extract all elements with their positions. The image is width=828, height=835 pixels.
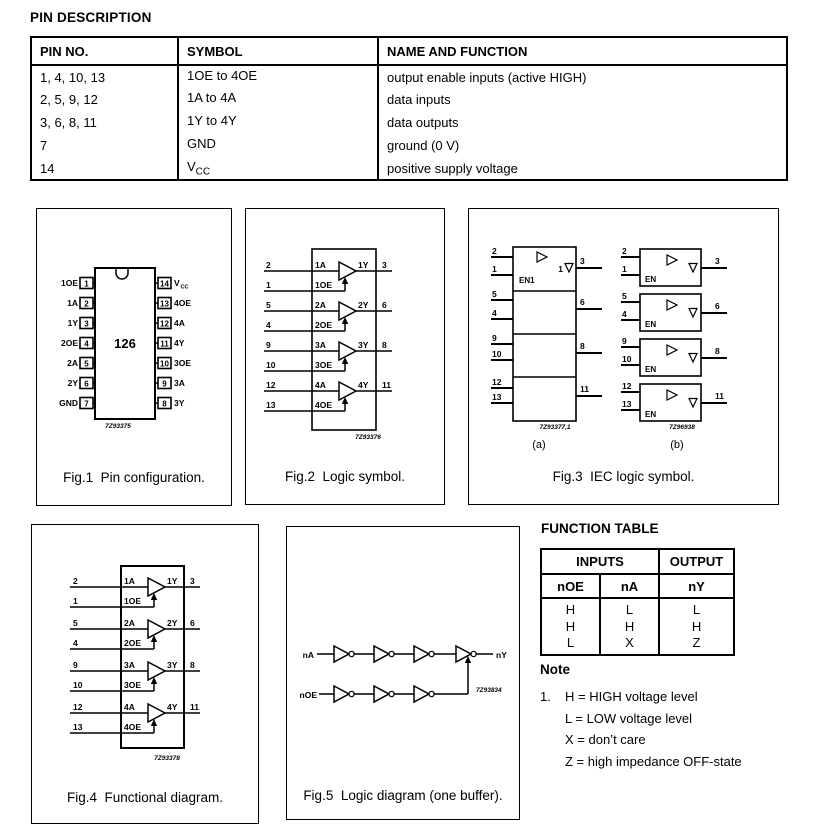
symbol-text: 1Y to 4Y <box>187 113 237 129</box>
pin-label: 4A <box>174 318 185 328</box>
pin-number: 1 <box>622 264 627 274</box>
en-label: EN1 <box>519 276 535 285</box>
en-label: EN <box>645 365 657 374</box>
pin-label: 3OE <box>174 358 192 368</box>
pin-number: 13 <box>160 299 169 309</box>
input-label: 4A <box>315 380 326 390</box>
enable-label: 1OE <box>124 596 142 606</box>
pin-number: 6 <box>84 379 89 389</box>
pin-row-right <box>155 278 188 291</box>
pin-number: 5 <box>266 300 271 310</box>
en-label: EN <box>645 410 657 419</box>
inverter-icon <box>374 646 389 662</box>
pin-numbers-cell: 3, 6, 8, 11 <box>31 111 178 134</box>
bubble-icon <box>389 691 394 696</box>
function-cell: data inputs <box>378 88 787 111</box>
pin-label: 3Y <box>174 398 185 408</box>
pin-number: 5 <box>73 618 78 628</box>
pin-number: 14 <box>160 279 169 289</box>
enable-label: 2OE <box>124 638 142 648</box>
enable-label: 2OE <box>315 320 333 330</box>
iec-combined-symbol <box>491 246 602 451</box>
enable-label: 4OE <box>124 722 142 732</box>
pin-row-right <box>155 318 185 329</box>
pin-number: 1 <box>84 279 89 289</box>
iec-single-symbol <box>621 246 727 286</box>
fig2-caption: Fig.2 Logic symbol. <box>284 469 406 484</box>
pin-label: 2OE <box>60 338 78 348</box>
output-header-cell: OUTPUT <box>659 549 734 574</box>
pin-number: 10 <box>160 359 169 369</box>
pin-row-left <box>68 378 95 389</box>
iec-section <box>491 377 602 403</box>
truth-value-cell: H <box>600 617 659 635</box>
buffer-triangle-icon <box>339 302 356 320</box>
bubble-icon <box>389 651 394 656</box>
inputs-header-cell: INPUTS <box>541 549 659 574</box>
iec-section <box>491 289 602 319</box>
pin-row-right <box>155 358 191 369</box>
symbol-text: 1OE to 4OE <box>187 67 258 83</box>
buffer-triangle-icon <box>148 578 165 596</box>
pin-number: 12 <box>160 319 169 329</box>
fig1-panel <box>36 208 232 506</box>
buffer-triangle-icon <box>148 620 165 638</box>
fig5-panel <box>286 526 520 820</box>
input-label: 4A <box>124 702 135 712</box>
function-table <box>540 548 735 656</box>
tristate-icon <box>565 264 573 273</box>
buffer-triangle-icon <box>339 382 356 400</box>
note-line: L = LOW voltage level <box>565 710 693 726</box>
truth-value-cell: H <box>541 598 600 617</box>
pin-label: 1OE <box>60 278 78 288</box>
pin-number: 1 <box>73 596 78 606</box>
pin-number: 11 <box>190 702 199 712</box>
truth-table-row <box>541 617 734 635</box>
bubble-icon <box>471 651 476 656</box>
symbol-cell <box>178 111 378 134</box>
buffer-group <box>264 380 392 411</box>
inverter-icon <box>334 646 349 662</box>
buffer-triangle-icon <box>148 662 165 680</box>
fig3-iec-diagram <box>469 209 777 459</box>
dip-notch-icon <box>116 269 128 279</box>
pin-number: 13 <box>492 392 502 402</box>
pin-number: 4 <box>492 308 497 318</box>
pin-number: 11 <box>382 380 391 390</box>
buffer-group <box>70 618 200 649</box>
fig5-logic-diagram <box>287 527 518 777</box>
pin-number: 1 <box>492 264 497 274</box>
pin-number: 9 <box>162 379 167 389</box>
tristate-icon <box>689 354 697 363</box>
inverter-icon <box>374 686 389 702</box>
truth-table-row <box>541 598 734 617</box>
pin-number: 12 <box>266 380 276 390</box>
pin-row-right <box>155 378 185 389</box>
pin-number: 13 <box>266 400 276 410</box>
pin-number: 6 <box>382 300 387 310</box>
fig5-caption: Fig.5 Logic diagram (one buffer). <box>303 788 503 803</box>
buffer-triangle-icon <box>339 342 356 360</box>
pin-number: 3 <box>84 319 89 329</box>
note-number: 1. <box>540 689 551 704</box>
pin-number: 12 <box>492 377 502 387</box>
pin-number: 6 <box>580 297 585 307</box>
pin-label: 3A <box>174 378 185 388</box>
symbol-text: GND <box>187 136 216 152</box>
figure-code: 7Z93377,1 <box>539 424 571 431</box>
symbol-header: SYMBOL <box>178 37 378 65</box>
pin-number: 8 <box>580 341 585 351</box>
bubble-icon <box>429 691 434 696</box>
amplifier-icon <box>667 390 677 400</box>
en-label: EN <box>645 320 657 329</box>
fig2-logic-symbol-diagram <box>246 209 443 459</box>
inverter-icon <box>414 646 429 662</box>
pin-number: 10 <box>266 360 276 370</box>
pin-label: 4Y <box>174 338 185 348</box>
pin-number: 3 <box>190 576 195 586</box>
bubble-icon <box>349 651 354 656</box>
symbol-cell <box>178 134 378 157</box>
pin-number: 6 <box>190 618 195 628</box>
function-cell: output enable inputs (active HIGH) <box>378 65 787 88</box>
pin-number: 12 <box>73 702 83 712</box>
pin-table-row <box>31 65 787 88</box>
pin-row-left <box>67 298 95 309</box>
pin-numbers-cell: 1, 4, 10, 13 <box>31 65 178 88</box>
amplifier-icon <box>537 252 547 262</box>
iec-single-symbol <box>621 336 727 376</box>
pin-label: 2Y <box>67 378 78 388</box>
input-label: 1A <box>124 576 135 586</box>
fig4-panel <box>31 524 259 824</box>
col-header-noe: nOE <box>541 574 600 598</box>
col-header-ny: nY <box>659 574 734 598</box>
pin-number: 5 <box>84 359 89 369</box>
pin-number: 10 <box>73 680 83 690</box>
pin-number: 2 <box>492 246 497 256</box>
output-label: 2Y <box>358 300 369 310</box>
pin-label: 1Y <box>67 318 78 328</box>
pin-number: 6 <box>715 301 720 311</box>
pin-label: 1A <box>67 298 78 308</box>
pin-numbers-cell: 7 <box>31 134 178 157</box>
pin-numbers-cell: 2, 5, 9, 12 <box>31 88 178 111</box>
pin-number: 11 <box>160 339 169 349</box>
iec-section <box>491 333 602 360</box>
pin-number: 5 <box>492 289 497 299</box>
output-label: 3Y <box>167 660 178 670</box>
fig3-panel <box>468 208 779 505</box>
enable-label: 4OE <box>315 400 333 410</box>
enable-label: 3OE <box>315 360 333 370</box>
truth-value-cell: L <box>600 598 659 617</box>
output-label: nY <box>496 650 507 660</box>
pin-label: 2A <box>67 358 78 368</box>
figure-code: 7Z93378 <box>154 755 180 762</box>
input-label: 2A <box>315 300 326 310</box>
pin-number: 4 <box>73 638 78 648</box>
pin-number: 11 <box>715 391 724 401</box>
inverter-icon <box>414 686 429 702</box>
bubble-icon <box>349 691 354 696</box>
output-label: 1Y <box>167 576 178 586</box>
truth-value-cell: H <box>659 617 734 635</box>
truth-value-cell: L <box>659 598 734 617</box>
input-label: 3A <box>315 340 326 350</box>
buffer-triangle-icon <box>148 704 165 722</box>
input-label: 2A <box>124 618 135 628</box>
pin-number: 8 <box>162 399 167 409</box>
part-b-label: (b) <box>670 439 684 451</box>
pin-number: 8 <box>190 660 195 670</box>
data-path <box>303 646 508 662</box>
buffer-triangle-icon <box>339 262 356 280</box>
buffer-group <box>70 702 200 733</box>
function-table-column-header-row <box>541 574 734 598</box>
part-a-label: (a) <box>532 439 546 451</box>
pin-number: 11 <box>580 384 589 394</box>
pin-number: 2 <box>266 260 271 270</box>
pin-number: 10 <box>492 349 502 359</box>
truth-value-cell: X <box>600 635 659 655</box>
note-title: Note <box>540 662 570 677</box>
fig4-caption: Fig.4 Functional diagram. <box>66 790 224 805</box>
enable-path <box>300 656 503 702</box>
symbol-text: 1A to 4A <box>187 90 237 106</box>
pin-number: 9 <box>266 340 271 350</box>
enable-label: 3OE <box>124 680 142 690</box>
pin-no-header: PIN NO. <box>31 37 178 65</box>
input-label: nA <box>302 650 314 660</box>
pin-number: 9 <box>73 660 78 670</box>
output-label: 4Y <box>167 702 178 712</box>
fig4-functional-diagram <box>32 525 257 780</box>
truth-value-cell: L <box>541 635 600 655</box>
output-label: 4Y <box>358 380 369 390</box>
pin-number: 2 <box>622 246 627 256</box>
truth-value-cell: Z <box>659 635 734 655</box>
pin-number: 9 <box>622 336 627 346</box>
input-label: 1A <box>315 260 326 270</box>
input-label: 3A <box>124 660 135 670</box>
col-header-na: nA <box>600 574 659 598</box>
output-label: 1Y <box>358 260 369 270</box>
pin-row-left <box>61 278 95 289</box>
enable-label: nOE <box>299 690 317 700</box>
pin-numbers-cell: 14 <box>31 157 178 180</box>
pin-label: 4OE <box>174 298 192 308</box>
tristate-icon <box>689 309 697 318</box>
pin-number: 2 <box>73 576 78 586</box>
pin-number: 8 <box>382 340 387 350</box>
pin-row-left <box>67 358 95 369</box>
pin-label: V <box>174 278 180 288</box>
iec-section <box>491 246 602 275</box>
symbol-cell <box>178 65 378 88</box>
pin-label-subscript: CC <box>180 284 189 291</box>
symbol-cell <box>178 88 378 111</box>
pin-number: 12 <box>622 381 632 391</box>
pin-number: 13 <box>73 722 83 732</box>
pin-number: 3 <box>580 256 585 266</box>
pin-number: 4 <box>266 320 271 330</box>
pin-row-left <box>68 318 95 329</box>
pin-number: 4 <box>622 309 627 319</box>
pin-number: 1 <box>266 280 271 290</box>
amplifier-icon <box>667 345 677 355</box>
pin-table-header-row <box>31 37 787 65</box>
tristate-icon <box>689 399 697 408</box>
pin-number: 5 <box>622 291 627 301</box>
pin-number: 3 <box>715 256 720 266</box>
iec-single-symbol <box>621 381 727 421</box>
buffer-group <box>264 340 392 371</box>
pin-table-row <box>31 88 787 111</box>
buffer-group <box>70 576 200 607</box>
bubble-icon <box>429 651 434 656</box>
pin-description-title: PIN DESCRIPTION <box>30 10 152 25</box>
symbol-cell <box>178 157 378 180</box>
pin-row-left <box>59 398 95 409</box>
note-line: X = don’t care <box>565 732 646 747</box>
pin-table-row <box>31 157 787 180</box>
function-table-title: FUNCTION TABLE <box>541 521 659 536</box>
function-table-group-header-row <box>541 549 734 574</box>
pin-table-row <box>31 111 787 134</box>
function-cell: data outputs <box>378 111 787 134</box>
tristate-icon <box>689 264 697 273</box>
iec-single-symbol <box>621 291 727 331</box>
buffer-group <box>70 660 200 691</box>
figure-code: 7Z93834 <box>476 687 502 694</box>
buffer-group <box>264 300 392 331</box>
pin-row-right <box>155 338 185 349</box>
buffer-group <box>264 260 392 291</box>
output-label: 3Y <box>358 340 369 350</box>
pin-label: GND <box>59 398 78 408</box>
fig1-pin-configuration-diagram <box>37 209 230 461</box>
chip-name: 126 <box>114 336 136 351</box>
truth-table-row <box>541 635 734 655</box>
function-cell: positive supply voltage <box>378 157 787 180</box>
pin-row-right <box>155 298 191 309</box>
symbol-text: V <box>187 158 196 174</box>
figure-code: 7Z93376 <box>355 434 381 441</box>
pin-number: 13 <box>622 399 632 409</box>
pin-number: 2 <box>84 299 89 309</box>
note-line: Z = high impedance OFF-state <box>565 753 742 769</box>
fig2-panel <box>245 208 445 505</box>
truth-value-cell: H <box>541 617 600 635</box>
amplifier-icon <box>667 255 677 265</box>
figure-code: 7Z96938 <box>669 424 695 431</box>
fig3-caption: Fig.3 IEC logic symbol. <box>552 469 695 484</box>
pin-table-row <box>31 134 787 157</box>
fig1-caption: Fig.1 Pin configuration. <box>63 470 205 485</box>
note-item <box>540 686 742 772</box>
symbol-subscript: CC <box>195 166 211 178</box>
pin-description-table <box>30 36 788 181</box>
pin-number: 8 <box>715 346 720 356</box>
output-prefix: 1 <box>558 264 563 274</box>
en-label: EN <box>645 275 657 284</box>
pin-number: 4 <box>84 339 89 349</box>
enable-label: 1OE <box>315 280 333 290</box>
pin-number: 10 <box>622 354 632 364</box>
name-function-header: NAME AND FUNCTION <box>378 37 787 65</box>
pin-number: 3 <box>382 260 387 270</box>
note-lines <box>565 686 742 772</box>
pin-row-right <box>155 398 185 409</box>
output-label: 2Y <box>167 618 178 628</box>
pin-number: 7 <box>84 399 89 409</box>
note-line: H = HIGH voltage level <box>565 689 698 704</box>
figure-code: 7Z93375 <box>105 423 131 430</box>
pin-row-left <box>61 338 95 349</box>
function-cell: ground (0 V) <box>378 134 787 157</box>
amplifier-icon <box>667 300 677 310</box>
pin-number: 9 <box>492 333 497 343</box>
inverter-icon <box>334 686 349 702</box>
